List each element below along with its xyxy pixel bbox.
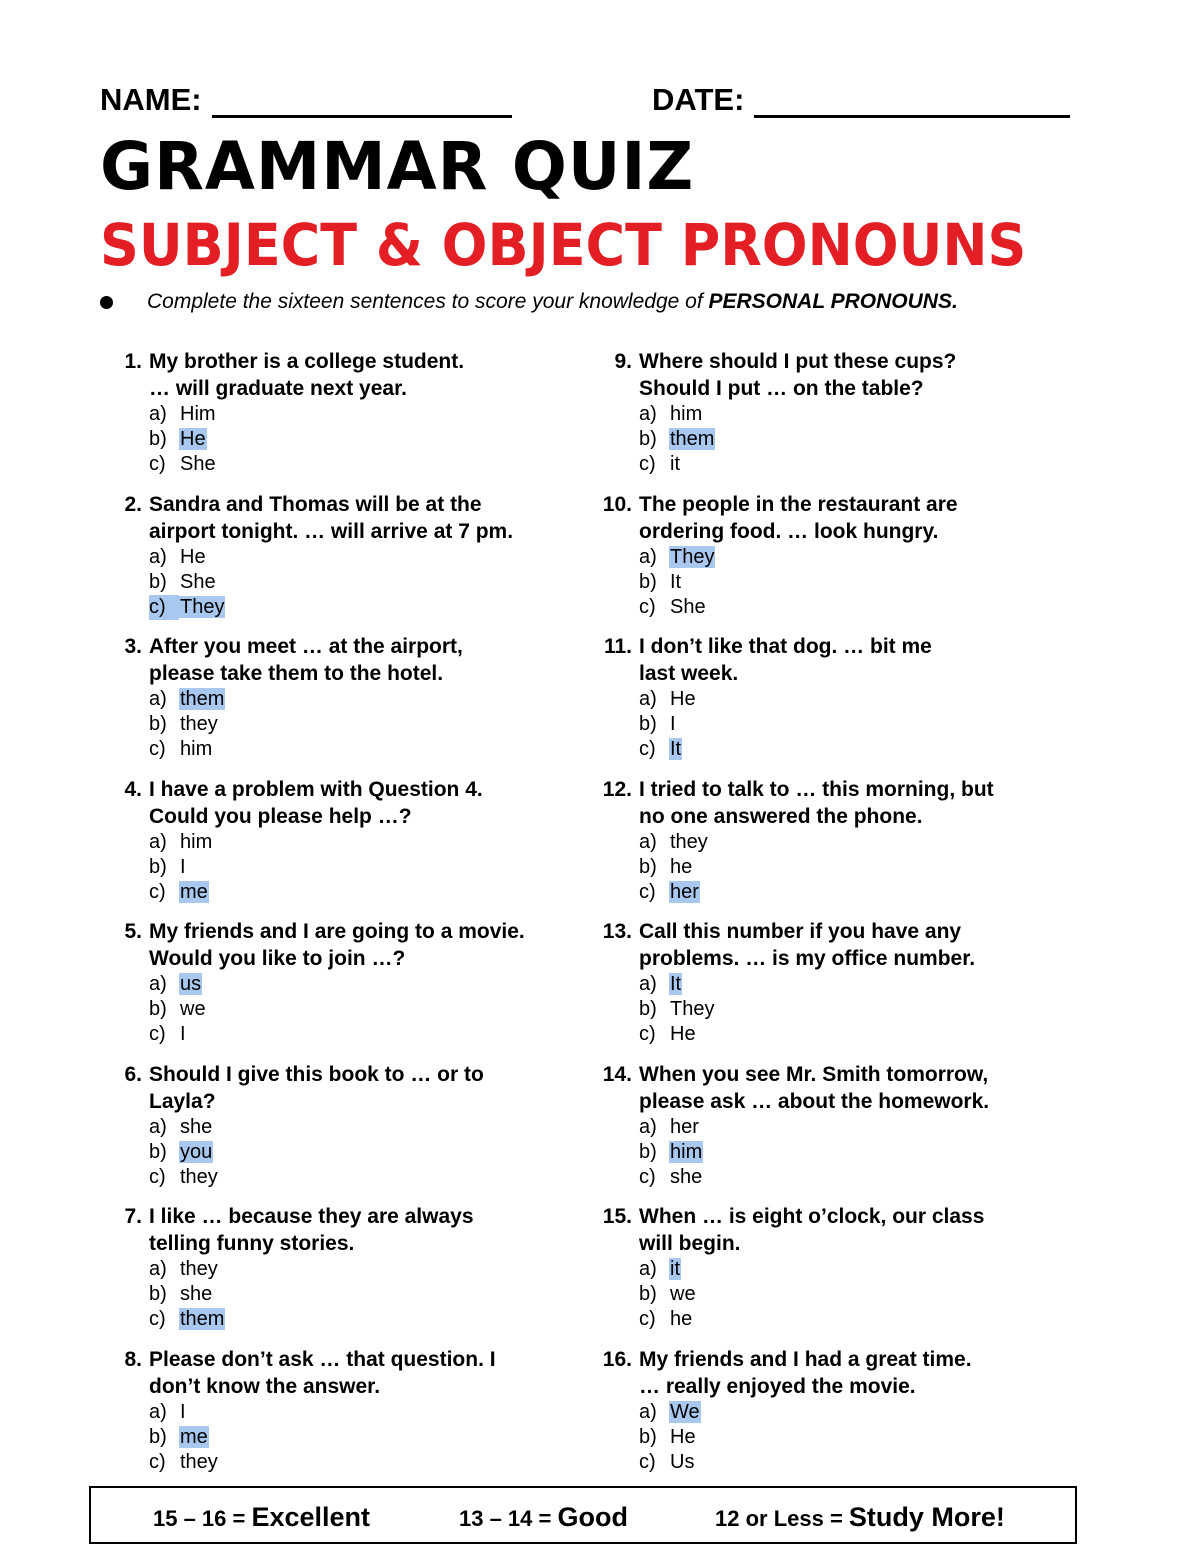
option-word: He	[670, 688, 696, 710]
option-letter: a)	[639, 1258, 657, 1280]
answer-option[interactable]	[149, 1450, 589, 1475]
option-letter: c)	[149, 1023, 166, 1045]
question-text: My friends and I are going to a movie. Would you like to join …?	[149, 920, 525, 970]
question-number: 15.	[602, 1205, 632, 1228]
option-letter: a)	[149, 688, 167, 710]
answer-option[interactable]	[639, 595, 1079, 620]
question-number: 11.	[603, 635, 632, 658]
question-body	[639, 1346, 1079, 1475]
answer-option[interactable]	[639, 1115, 1079, 1140]
instruction-emphasis: PERSONAL PRONOUNS.	[708, 290, 958, 313]
answer-option[interactable]	[149, 712, 589, 737]
option-word: Us	[670, 1450, 695, 1473]
score-excellent: 15 – 16 = Excellent	[153, 1502, 371, 1532]
question-5	[100, 918, 580, 1061]
question-6	[100, 1061, 580, 1204]
question-16	[590, 1346, 1070, 1489]
question-text: After you meet … at the airport, please take them to the hotel.	[149, 635, 463, 685]
answer-option[interactable]	[149, 880, 589, 905]
answer-option[interactable]	[639, 1450, 1079, 1475]
answer-option[interactable]	[639, 830, 1079, 855]
option-letter: b)	[149, 1140, 167, 1163]
option-word: They	[670, 998, 715, 1020]
option-letter: c)	[639, 1450, 656, 1473]
option-letter: b)	[149, 998, 167, 1020]
question-text: Call this number if you have any problems. … is my office number.	[639, 920, 976, 970]
option-word: He	[670, 1023, 696, 1045]
question-number: 1.	[124, 350, 142, 373]
highlighted-answer: me	[180, 1425, 208, 1448]
answer-option[interactable]	[149, 1257, 589, 1282]
question-number: 13.	[602, 920, 632, 943]
question-number: 2.	[124, 492, 142, 516]
option-letter: c)	[639, 1308, 656, 1330]
option-word: She	[670, 595, 706, 618]
answer-option[interactable]	[639, 427, 1079, 452]
highlighted-answer: We	[670, 1400, 700, 1423]
answer-option[interactable]	[639, 997, 1079, 1022]
question-number: 10.	[602, 492, 632, 516]
option-word: she	[180, 1283, 213, 1305]
option-letter: c)	[639, 1023, 656, 1045]
highlighted-answer: him	[670, 1140, 703, 1163]
answer-option[interactable]	[639, 687, 1079, 712]
option-letter: c)	[149, 1308, 166, 1330]
bullet-icon	[100, 296, 113, 309]
question-8	[100, 1346, 580, 1489]
question-text: I have a problem with Question 4. Could you please help …?	[149, 777, 483, 828]
question-text: My brother is a college student. … will graduate next year.	[149, 350, 465, 400]
option-word: we	[180, 998, 206, 1020]
option-word: we	[670, 1283, 696, 1305]
option-word: it	[670, 453, 680, 475]
option-word: It	[670, 570, 682, 593]
option-letter: c)	[149, 595, 179, 620]
option-word: He	[670, 1425, 696, 1448]
option-letter: a)	[149, 545, 167, 568]
option-word: She	[180, 570, 216, 593]
option-letter: a)	[639, 1400, 657, 1423]
question-text: Where should I put these cups? Should I put … on the table?	[639, 350, 957, 400]
question-body	[149, 633, 589, 762]
answer-option[interactable]	[149, 997, 589, 1022]
answer-option[interactable]	[149, 1400, 589, 1425]
question-number: 9.	[614, 350, 632, 373]
answer-option[interactable]	[639, 855, 1079, 880]
option-letter: b)	[149, 713, 167, 735]
option-letter: b)	[639, 1425, 657, 1448]
answer-option[interactable]	[149, 687, 589, 712]
question-body	[149, 491, 589, 620]
option-word: they	[180, 1165, 218, 1188]
option-word: they	[180, 713, 218, 735]
option-letter: c)	[639, 880, 656, 903]
answer-option[interactable]	[149, 830, 589, 855]
question-text: Sandra and Thomas will be at the airport tonight. … will arrive at 7 pm.	[149, 492, 514, 543]
option-letter: b)	[149, 570, 167, 593]
answer-option[interactable]	[639, 402, 1079, 427]
question-4	[100, 776, 580, 919]
question-number: 7.	[124, 1205, 142, 1228]
instruction	[100, 290, 1100, 314]
question-number: 14.	[602, 1062, 632, 1086]
question-12	[590, 776, 1070, 919]
question-3	[100, 633, 580, 776]
question-text: Please don’t ask … that question. I don’t know the answer.	[149, 1347, 496, 1398]
question-7	[100, 1203, 580, 1346]
instruction-text: Complete the sixteen sentences to score your knowledge of PERSONAL PRONOUNS.	[147, 290, 958, 313]
option-letter: a)	[149, 1400, 167, 1423]
question-body	[639, 1061, 1079, 1190]
option-word: she	[670, 1165, 703, 1188]
answer-option[interactable]	[149, 1165, 589, 1190]
option-word: he	[670, 855, 693, 878]
option-letter: b)	[639, 1283, 657, 1305]
answer-option[interactable]	[149, 545, 589, 570]
option-letter: a)	[149, 1115, 167, 1138]
option-word: He	[180, 545, 206, 568]
option-letter: b)	[149, 855, 167, 878]
answer-option[interactable]	[639, 545, 1079, 570]
question-text: I don’t like that dog. … bit me last week.	[639, 635, 932, 685]
option-letter: a)	[149, 1258, 167, 1280]
option-letter: c)	[639, 595, 656, 618]
score-good: 13 – 14 = Good	[459, 1502, 628, 1532]
question-9	[590, 348, 1070, 491]
option-letter: a)	[639, 830, 657, 853]
option-letter: b)	[639, 428, 657, 450]
answer-option[interactable]	[149, 1307, 589, 1332]
option-word: her	[670, 1115, 699, 1138]
option-word: him	[180, 830, 213, 853]
option-letter: a)	[639, 403, 657, 425]
option-letter: c)	[149, 453, 166, 475]
highlighted-answer: It	[670, 738, 682, 760]
option-word: they	[180, 1258, 218, 1280]
question-text: When you see Mr. Smith tomorrow, please ask … about the homework.	[639, 1062, 990, 1113]
score-study-more: 12 or Less = Study More!	[715, 1502, 1005, 1532]
question-14	[590, 1061, 1070, 1204]
option-letter: a)	[639, 545, 657, 568]
option-letter: a)	[639, 1115, 657, 1138]
highlighted-answer: her	[670, 880, 699, 903]
option-word: he	[670, 1308, 693, 1330]
question-10	[590, 491, 1070, 634]
name-blank-line[interactable]	[212, 89, 512, 118]
highlighted-answer: me	[180, 880, 208, 903]
answer-option[interactable]	[149, 595, 589, 620]
question-2	[100, 491, 580, 634]
highlighted-answer: us	[180, 973, 202, 995]
questions-right-column	[590, 348, 1070, 1488]
question-number: 5.	[124, 920, 142, 943]
option-letter: a)	[639, 973, 657, 995]
answer-option[interactable]	[149, 570, 589, 595]
option-letter: b)	[639, 1140, 657, 1163]
answer-option[interactable]	[639, 1257, 1079, 1282]
question-13	[590, 918, 1070, 1061]
answer-option[interactable]	[639, 1282, 1079, 1307]
name-label: NAME:	[100, 82, 202, 117]
page-subtitle: SUBJECT & OBJECT PRONOUNS	[100, 211, 1027, 279]
highlighted-answer: They	[180, 595, 225, 618]
question-body	[149, 776, 589, 905]
option-letter: b)	[639, 713, 657, 735]
question-body	[639, 776, 1079, 905]
question-15	[590, 1203, 1070, 1346]
question-body	[149, 1203, 589, 1332]
question-text: My friends and I had a great time. … really enjoyed the movie.	[639, 1347, 972, 1398]
option-letter: b)	[149, 428, 167, 450]
question-number: 8.	[124, 1347, 142, 1371]
answer-option[interactable]	[639, 1140, 1079, 1165]
question-body	[639, 348, 1079, 477]
option-word: she	[180, 1115, 213, 1138]
option-letter: c)	[149, 880, 166, 903]
answer-option[interactable]	[639, 1165, 1079, 1190]
question-body	[149, 1061, 589, 1190]
answer-option[interactable]	[149, 1140, 589, 1165]
option-letter: c)	[149, 738, 166, 760]
answer-option[interactable]	[639, 1425, 1079, 1450]
option-letter: b)	[149, 1425, 167, 1448]
option-letter: b)	[149, 1283, 167, 1305]
answer-option[interactable]	[639, 570, 1079, 595]
answer-option[interactable]	[639, 1307, 1079, 1332]
highlighted-answer: them	[180, 688, 225, 710]
page-title: GRAMMAR QUIZ	[100, 128, 695, 205]
question-body	[639, 491, 1079, 620]
highlighted-answer: They	[670, 545, 715, 568]
question-text: The people in the restaurant are ordering food. … look hungry.	[639, 492, 958, 543]
option-word: him	[670, 403, 703, 425]
answer-option[interactable]	[149, 972, 589, 997]
question-11	[590, 633, 1070, 776]
answer-option[interactable]	[149, 1425, 589, 1450]
question-number: 12.	[602, 777, 632, 801]
question-number: 6.	[124, 1062, 142, 1086]
option-letter: c)	[149, 1165, 166, 1188]
answer-option[interactable]	[149, 452, 589, 477]
answer-option[interactable]	[639, 880, 1079, 905]
answer-option[interactable]	[149, 427, 589, 452]
answer-option[interactable]	[149, 737, 589, 762]
highlighted-answer: it	[670, 1258, 680, 1280]
question-text: I like … because they are always telling funny stories.	[149, 1205, 474, 1255]
option-word: they	[180, 1450, 218, 1473]
question-1	[100, 348, 580, 491]
question-text: Should I give this book to … or to Layla?	[149, 1062, 484, 1113]
answer-option[interactable]	[639, 1400, 1079, 1425]
option-word: She	[180, 453, 216, 475]
option-letter: a)	[149, 973, 167, 995]
answer-option[interactable]	[149, 402, 589, 427]
date-blank-line[interactable]	[754, 89, 1070, 118]
questions-left-column	[100, 348, 580, 1488]
date-field[interactable]	[652, 82, 1070, 118]
header-row	[100, 82, 1070, 122]
answer-option[interactable]	[639, 1022, 1079, 1047]
question-body	[149, 1346, 589, 1475]
scoring-box	[89, 1486, 1077, 1544]
answer-option[interactable]	[149, 1282, 589, 1307]
question-body	[149, 348, 589, 477]
option-word: I	[180, 1400, 186, 1423]
option-letter: c)	[639, 453, 656, 475]
name-field[interactable]	[100, 82, 512, 118]
option-word: I	[180, 855, 186, 878]
option-word: him	[180, 738, 213, 760]
highlighted-answer: He	[180, 428, 206, 450]
option-letter: a)	[149, 830, 167, 853]
option-word: I	[670, 713, 676, 735]
highlighted-answer: you	[180, 1140, 213, 1163]
option-letter: b)	[639, 998, 657, 1020]
highlighted-answer: It	[670, 973, 682, 995]
answer-option[interactable]	[149, 1022, 589, 1047]
question-number: 4.	[124, 777, 142, 801]
option-letter: c)	[639, 1165, 656, 1188]
question-body	[639, 918, 1079, 1047]
option-letter: a)	[149, 403, 167, 425]
question-body	[149, 918, 589, 1047]
option-letter: b)	[639, 570, 657, 593]
option-word: Him	[180, 403, 216, 425]
highlighted-answer: them	[670, 428, 715, 450]
answer-option[interactable]	[639, 452, 1079, 477]
answer-option[interactable]	[639, 737, 1079, 762]
date-label: DATE:	[652, 82, 745, 117]
option-letter: c)	[149, 1450, 166, 1473]
answer-option[interactable]	[639, 712, 1079, 737]
answer-option[interactable]	[149, 1115, 589, 1140]
option-letter: a)	[639, 688, 657, 710]
option-letter: b)	[639, 855, 657, 878]
question-body	[639, 1203, 1079, 1332]
answer-option[interactable]	[149, 855, 589, 880]
question-number: 16.	[602, 1347, 632, 1371]
question-text: I tried to talk to … this morning, but no one answered the phone.	[639, 777, 994, 828]
answer-option[interactable]	[639, 972, 1079, 997]
question-number: 3.	[124, 635, 142, 658]
highlighted-answer: them	[180, 1308, 225, 1330]
option-word: I	[180, 1023, 186, 1045]
question-body	[639, 633, 1079, 762]
option-word: they	[670, 830, 708, 853]
option-letter: c)	[639, 738, 656, 760]
question-text: When … is eight o’clock, our class will begin.	[639, 1205, 985, 1255]
